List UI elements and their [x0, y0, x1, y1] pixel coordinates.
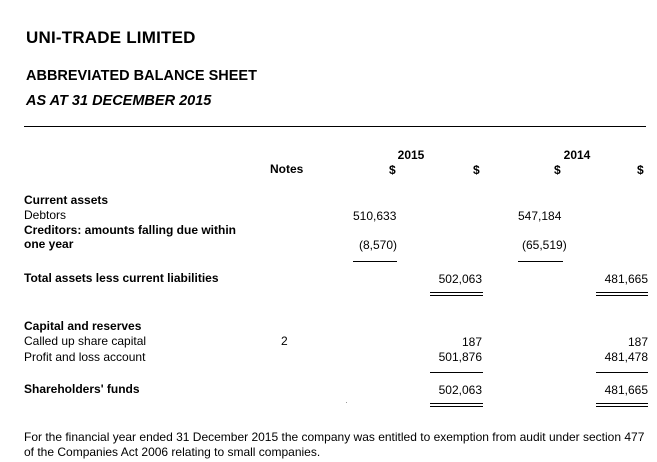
share-capital-2014: 187	[627, 335, 648, 349]
capital-heading: Capital and reserves	[24, 319, 142, 333]
total-double-line-2015	[430, 292, 483, 296]
shareholders-funds-label: Shareholders' funds	[24, 382, 140, 396]
title-divider	[24, 126, 646, 127]
year-2014-header: 2014	[563, 148, 591, 162]
subtotal-line-2014	[518, 261, 563, 262]
creditors-label-line2: one year	[24, 237, 74, 251]
debtors-2015: 510,633	[353, 209, 397, 223]
currency-2014-a: $	[554, 163, 561, 177]
currency-2014-b: $	[637, 163, 644, 177]
capital-subtotal-line-2015	[430, 372, 483, 373]
creditors-2014: (65,519)	[522, 238, 567, 252]
creditors-2015: (8,570)	[359, 238, 398, 252]
total-assets-label: Total assets less current liabilities	[24, 271, 219, 285]
share-capital-label: Called up share capital	[24, 334, 147, 348]
funds-double-line-2015	[430, 403, 483, 407]
shareholders-funds-2014: 481,665	[604, 383, 648, 397]
currency-2015-a: $	[389, 163, 396, 177]
capital-subtotal-line-2014	[596, 372, 648, 373]
share-capital-2015: 187	[461, 335, 482, 349]
notes-header: Notes	[270, 162, 304, 176]
debtors-label: Debtors	[24, 208, 67, 222]
total-double-line-2014	[596, 292, 648, 296]
profit-loss-label: Profit and loss account	[24, 350, 146, 364]
document-title: ABBREVIATED BALANCE SHEET	[26, 68, 257, 84]
shareholders-funds-2015: 502,063	[438, 383, 482, 397]
scan-speck	[346, 402, 347, 403]
total-assets-2014: 481,665	[604, 272, 648, 286]
document-subtitle: AS AT 31 DECEMBER 2015	[26, 93, 212, 109]
current-assets-heading: Current assets	[24, 193, 109, 207]
profit-loss-2015: 501,876	[438, 350, 482, 364]
subtotal-line-2015	[353, 261, 397, 262]
share-capital-note: 2	[281, 334, 288, 348]
audit-exemption-note: For the financial year ended 31 December 2015 the company was entitled to exemption from audit under section 477 of the Companies Act 2006 relating to small companies.	[24, 430, 645, 459]
year-2015-header: 2015	[397, 148, 425, 162]
debtors-2014: 547,184	[518, 209, 562, 223]
creditors-label-line1: Creditors: amounts falling due within	[24, 223, 237, 237]
profit-loss-2014: 481,478	[604, 350, 648, 364]
currency-2015-b: $	[473, 163, 480, 177]
funds-double-line-2014	[596, 403, 648, 407]
total-assets-2015: 502,063	[438, 272, 482, 286]
company-name: UNI-TRADE LIMITED	[26, 28, 196, 47]
